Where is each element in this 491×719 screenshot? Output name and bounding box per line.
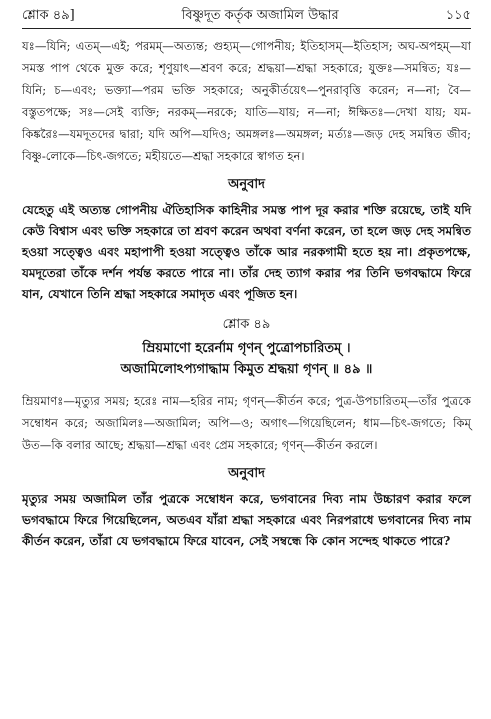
page-number: ১১৫ — [445, 8, 471, 23]
word-meanings-48: যঃ—যিনি; এতম্—এই; পরমম্—অত্যন্ত; গুহ্যম্—গোপনীয়; ইতিহাসম্—ইতিহাস; অঘ-অপহম্—যা সমস্ত পাপ থেকে মুক্ত করে; শৃণুয়াৎ—শ্রবণ করে; শ্রদ্ধয়া—শ্রদ্ধা সহকারে; যুক্তঃ—সমন্বিত; যঃ—যিনি; চ—এবং; ভক্ত্যা—পরম ভক্তি সহকারে; অনুকীর্তয়েৎ—পুনরাবৃত্তি করেন; ন—না; বৈ—বস্তুতপক্ষে; সঃ—সেই ব্যক্তি; নরকম্—নরকে; যাতি—যায়; ন—না; ঈক্ষিতঃ—দেখা যায়; যম-কিঙ্করৈঃ—যমদূতদের দ্বারা; যদি অপি—যদিও; অমঙ্গলঃ—অমঙ্গল; মর্ত্যঃ—জড় দেহ সমন্বিত জীব; বিষ্ণু-লোকে—চিৎ-জগতে; মহীয়তে—শ্রদ্ধা সহকারে স্বাগত হন। — [22, 39, 471, 163]
verse-line-2: অজামিলোঽপ্যগাদ্ধাম কিমুত শ্রদ্ধয়া গৃণন্ ॥ ৪৯ ॥ — [120, 362, 373, 377]
translation-48: যেহেতু এই অত্যন্ত গোপনীয় ঐতিহাসিক কাহিনীর সমস্ত পাপ দূর করার শক্তি রয়েছে, তাই যদি কেউ বিশ্বাস এবং ভক্তি সহকারে তা শ্রবণ করেন অথবা বর্ণনা করেন, তা হলে জড় দেহ সমন্বিত হওয়া সত্ত্বেও এবং মহাপাপী হওয়া সত্ত্বেও তাঁকে আর নরকগামী হতে হয় না। প্রকৃতপক্ষে, যমদূতেরা তাঁকে দর্শন পর্যন্ত করতে পারে না। তাঁর দেহ ত্যাগ করার পর তিনি ভগবদ্ধামে ফিরে যান, যেখানে তিনি শ্রদ্ধা সহকারে সমাদৃত এবং পূজিত হন। — [22, 203, 471, 301]
word-meanings-49: ম্রিয়মাণঃ—মৃত্যুর সময়; হরেঃ নাম—হরির নাম; গৃণন্—কীর্তন করে; পুত্র-উপচারিতম্—তাঁর পুত্রকে সম্বোধন করে; অজামিলঃ—অজামিল; অপি—ও; অগাৎ—গিয়েছিলেন; ধাম—চিৎ-জগতে; কিম্ উত—কি বলার আছে; শ্রদ্ধয়া—শ্রদ্ধা এবং প্রেম সহকারে; গৃণন্—কীর্তন করলে। — [22, 394, 471, 452]
header-rule — [22, 28, 471, 29]
page-header — [22, 6, 471, 28]
header-verse-ref: শ্লোক ৪৯] — [22, 8, 75, 23]
translation-49: মৃত্যুর সময় অজামিল তাঁর পুত্রকে সম্বোধন করে, ভগবানের দিব্য নাম উচ্চারণ করার ফলে ভগবদ্ধামে ফিরে গিয়েছিলেন, অতএব যাঁরা শ্রদ্ধা সহকারে এবং নিরপরাধে ভগবানের দিব্য নাম কীর্তন করেন, তাঁরা যে ভগবদ্ধামে ফিরে যাবেন, সেই সম্বন্ধে কি কোন সন্দেহ থাকতে পারে? — [22, 492, 471, 548]
verse-line-1: ম্রিয়মাণো হরের্নাম গৃণন্ পুত্রোপচারিতম্ । — [142, 341, 351, 356]
translation-heading-48: অনুবাদ — [228, 177, 265, 192]
translation-heading-49: অনুবাদ — [228, 466, 265, 481]
header-chapter-title: বিষ্ণুদূত কর্তৃক অজামিল উদ্ধার — [181, 8, 339, 23]
verse-number-label: শ্লোক ৪৯ — [222, 317, 271, 332]
